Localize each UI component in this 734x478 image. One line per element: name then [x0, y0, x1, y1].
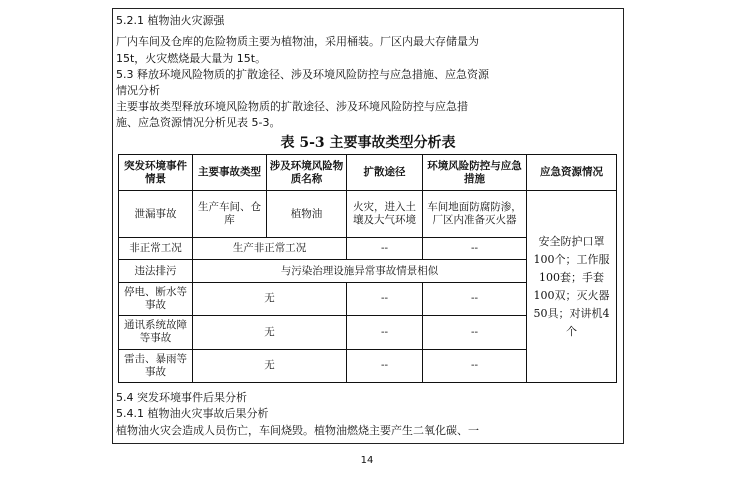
cell-path: -- — [347, 238, 423, 260]
paragraph-line: 植物油火灾会造成人员伤亡，车间烧毁。植物油燃烧主要产生二氧化碳、一 — [116, 424, 479, 437]
cell-type: 生产车间、仓库 — [193, 191, 267, 238]
header-accident-type: 主要事故类型 — [193, 155, 267, 191]
header-scenario: 突发环境事件情景 — [119, 155, 193, 191]
cell-measures: 车间地面防腐防渗，厂区内准备灭火器 — [423, 191, 527, 238]
page-number: 14 — [360, 455, 374, 466]
cell-merged: 生产非正常工况 — [193, 238, 347, 260]
cell-substance: 植物油 — [267, 191, 347, 238]
cell-measures: -- — [423, 316, 527, 349]
cell-scenario: 违法排污 — [119, 260, 193, 282]
header-substance: 涉及环境风险物质名称 — [267, 155, 347, 191]
header-measures: 环境风险防控与应急措施 — [423, 155, 527, 191]
cell-measures: -- — [423, 238, 527, 260]
heading-5-2-1: 5.2.1 植物油火灾源强 — [116, 14, 225, 27]
accident-analysis-table — [118, 154, 617, 383]
cell-path: 火灾，进入土壤及大气环境 — [347, 191, 423, 238]
cell-merged: 无 — [193, 282, 347, 315]
cell-path: -- — [347, 282, 423, 315]
heading-5-3-cont: 情况分析 — [116, 84, 160, 97]
cell-scenario: 非正常工况 — [119, 238, 193, 260]
cell-scenario: 泄漏事故 — [119, 191, 193, 238]
table-header-row — [119, 155, 617, 191]
cell-merged: 无 — [193, 316, 347, 349]
cell-measures: -- — [423, 349, 527, 382]
cell-merged: 与污染治理设施异常事故情景相似 — [193, 260, 527, 282]
cell-scenario: 通讯系统故障等事故 — [119, 316, 193, 349]
cell-path: -- — [347, 316, 423, 349]
heading-5-4: 5.4 突发环境事件后果分析 — [116, 391, 247, 404]
cell-resources: 安全防护口罩100个；工作服100套；手套100双；灭火器50具；对讲机4个 — [527, 191, 617, 383]
table-row — [119, 191, 617, 238]
cell-path: -- — [347, 349, 423, 382]
header-diffusion-path: 扩散途径 — [347, 155, 423, 191]
paragraph-line: 15t，火灾燃烧最大量为 15t。 — [116, 52, 267, 65]
heading-5-4-1: 5.4.1 植物油火灾事故后果分析 — [116, 407, 269, 420]
cell-measures: -- — [423, 282, 527, 315]
table-title: 表 5-3 主要事故类型分析表 — [280, 135, 456, 151]
cell-merged: 无 — [193, 349, 347, 382]
cell-scenario: 停电、断水等事故 — [119, 282, 193, 315]
header-resources: 应急资源情况 — [527, 155, 617, 191]
heading-5-3: 5.3 释放环境风险物质的扩散途径、涉及环境风险防控与应急措施、应急资源 — [116, 68, 489, 81]
paragraph-line: 施、应急资源情况分析见表 5-3。 — [116, 116, 281, 129]
paragraph-line: 主要事故类型释放环境风险物质的扩散途径、涉及环境风险防控与应急措 — [116, 100, 468, 113]
paragraph-line: 厂内车间及仓库的危险物质主要为植物油，采用桶装。厂区内最大存储量为 — [116, 35, 479, 48]
cell-scenario: 雷击、暴雨等事故 — [119, 349, 193, 382]
